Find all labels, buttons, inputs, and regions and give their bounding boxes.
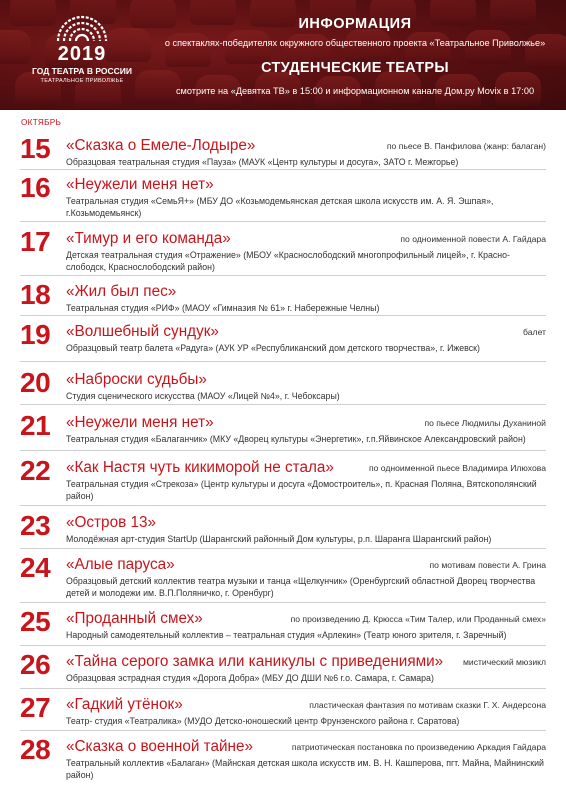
event-title: «Волшебный сундук»: [66, 323, 219, 340]
event-genre: по мотивам повести А. Грина: [429, 560, 546, 570]
event-genre: по пьесе В. Панфилова (жанр: балаган): [386, 141, 546, 151]
event-description: Театральный коллектив «Балаган» (Майнская детская школа искусств им. В. Н. Кашперова, пгт. Майна, Майнинский район): [66, 758, 544, 780]
event-title: «Проданный смех»: [66, 610, 203, 627]
broadcast-info: смотрите на «Девятка ТВ» в 15:00 и информационном канале Дом.ру Movix в 17:00: [175, 86, 535, 96]
divider: [20, 602, 546, 603]
divider: [20, 315, 546, 316]
header-title: ИНФОРМАЦИЯ: [298, 16, 412, 32]
event-day: 17: [20, 226, 51, 257]
event-title: «Гадкий утёнок»: [66, 696, 183, 713]
event-genre: мистический мюзикл: [462, 657, 546, 667]
event-day: 19: [20, 319, 51, 350]
header-banner: [0, 0, 566, 110]
event-day: 24: [20, 552, 51, 583]
event-day: 22: [20, 455, 51, 486]
event-title: «Как Настя чуть кикиморой не стала»: [66, 459, 334, 476]
event-genre: патриотическая постановка по произведению Аркадия Гайдара: [291, 742, 546, 752]
divider: [20, 404, 546, 405]
event-description: Молодёжная арт-студия StartUp (Шарангский районный Дом культуры, р.п. Шаранга Шарангский район): [66, 534, 492, 544]
month-label: ОКТЯБРЬ: [21, 118, 62, 127]
event-description: Образцовый театр балета «Радуга» (АУК УР «Республиканский дом детского творчества», г. Ижевск): [66, 343, 480, 353]
event-day: 15: [20, 133, 51, 164]
event-description: Образцовая эстрадная студия «Дорога Добра» (МБУ ДО ДШИ №6 г.о. Самара, г. Самара): [66, 673, 434, 683]
event-title: «Жил был пес»: [66, 283, 177, 300]
event-description: Студия сценического искусства (МАОУ «Лицей №4», г. Чебоксары): [66, 391, 340, 401]
divider: [20, 645, 546, 646]
divider: [20, 275, 546, 276]
event-day: 28: [20, 734, 51, 765]
event-day: 20: [20, 367, 51, 398]
event-description: Детская театральная студия «Отражение» (МБОУ «Краснослободский многопрофильный лицей», г. Красно-слободск, Краснослободский район): [66, 250, 510, 272]
event-title: «Остров 13»: [66, 514, 156, 531]
event-description: Театральная студия «РИФ» (МАОУ «Гимназия № 61» г. Набережные Челны): [66, 303, 380, 313]
header-section-title: СТУДЕНЧЕСКИЕ ТЕАТРЫ: [261, 60, 449, 76]
event-title: «Неужели меня нет»: [66, 414, 214, 431]
divider: [20, 688, 546, 689]
event-day: 23: [20, 510, 51, 541]
event-genre: балет: [523, 327, 546, 337]
event-genre: по пьесе Людмилы Духаниной: [424, 418, 546, 428]
event-day: 26: [20, 649, 51, 680]
logo-subtitle: ТЕАТРАЛЬНОЕ ПРИВОЛЖЬЕ: [40, 78, 124, 84]
event-description: Театр- студия «Театралика» (МУДО Детско-юношеский центр Фрунзенского района г. Саратова): [66, 716, 460, 726]
divider: [20, 450, 546, 451]
event-genre: пластическая фантазия по мотивам сказки Г. Х. Андерсона: [309, 700, 546, 710]
event-description: Театральная студия «Стрекоза» (Центр культуры и досуга «Домостроитель», п. Красная Поляна, Вятскополянский район): [66, 479, 537, 501]
event-description: Образцовый детский коллектив театра музыки и танца «Щелкунчик» (Оренбургский областной Дворец творчества детей и молодежи им. В.П.Поляничко, г. Оренбург): [66, 576, 536, 598]
event-title: «Алые паруса»: [66, 556, 175, 573]
event-day: 25: [20, 606, 51, 637]
header-subtitle: о спектаклях-победителях окружного общественного проекта «Театральное Приволжье»: [164, 38, 546, 48]
logo-title: ГОД ТЕАТРА В РОССИИ: [32, 66, 132, 76]
event-title: «Сказка о военной тайне»: [66, 738, 253, 755]
event-description: Театральная студия «Балаганчик» (МКУ «Дворец культуры «Энергетик», г.п.Яйвинское Александровский район): [66, 434, 526, 444]
event-description: Театральная студия «СемьЯ+» (МБУ ДО «Козьмодемьянская детская школа искусств им. А. Я. Эшпая», г.Козьмодемьянск): [66, 196, 494, 218]
event-title: «Тимур и его команда»: [66, 230, 231, 247]
theatre-arcs-icon: [52, 14, 112, 42]
divider: [20, 730, 546, 731]
event-title: «Тайна серого замка или каникулы с приведениями»: [66, 653, 444, 670]
divider: [20, 548, 546, 549]
event-description: Образцовая театральная студия «Пауза» (МАУК «Центр культуры и досуга», ЗАТО г. Межгорье): [66, 157, 459, 167]
event-day: 21: [20, 410, 51, 441]
divider: [20, 221, 546, 222]
event-genre: по произведению Д. Крюсса «Тим Талер, или Проданный смех»: [290, 614, 546, 624]
divider: [20, 169, 546, 170]
event-day: 27: [20, 692, 51, 723]
event-day: 18: [20, 279, 51, 310]
event-title: «Неужели меня нет»: [66, 176, 214, 193]
event-description: Народный самодеятельный коллектив – театральная студия «Арлекин» (Театр юного зрителя, г. Заречный): [66, 630, 507, 640]
event-title: «Наброски судьбы»: [66, 371, 207, 388]
divider: [20, 361, 546, 362]
event-genre: по одноименной пьесе Владимира Илюхова: [368, 463, 546, 473]
divider: [20, 505, 546, 506]
logo-year: 2019: [57, 43, 107, 65]
year-of-theatre-logo: [22, 14, 142, 104]
event-title: «Сказка о Емеле-Лодыре»: [66, 137, 256, 154]
event-day: 16: [20, 172, 51, 203]
event-genre: по одноименной повести А. Гайдара: [400, 234, 546, 244]
